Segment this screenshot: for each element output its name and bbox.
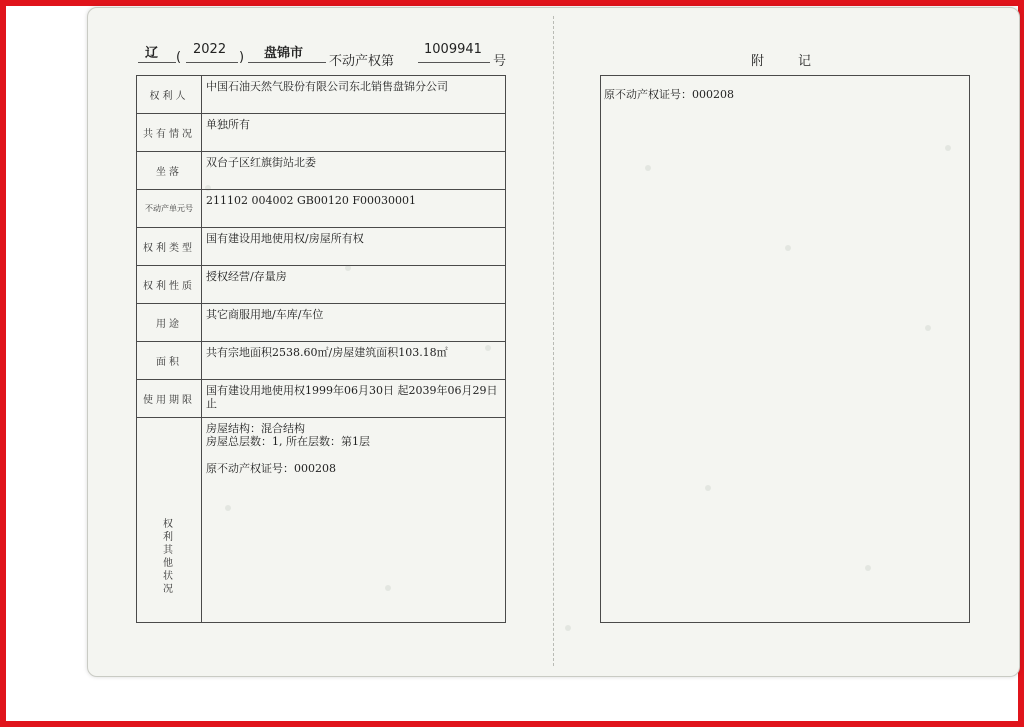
header-province: 辽 [145,46,159,61]
header-underline [138,62,176,63]
table-row [137,76,506,114]
annex-box [600,75,970,623]
row-value: 单独所有 [202,114,506,152]
row-label: 权利性质 [137,266,202,304]
row-label: 用途 [137,304,202,342]
header-paren-close: ) [239,50,245,65]
table-row [137,304,506,342]
header-suffix: 号 [493,54,507,69]
annex-text: 原不动产权证号：000208 [604,88,734,101]
row-value: 共有宗地面积2538.60㎡/房屋建筑面积103.18㎡ [202,342,506,380]
table-row [137,152,506,190]
other-status-line: 房屋结构：混合结构 [206,422,305,435]
row-label: 权利类型 [137,228,202,266]
table-row [137,266,506,304]
row-label: 使用期限 [137,380,202,418]
certificate-booklet [87,7,1020,677]
table-row-other-status [137,418,506,623]
row-label: 共有情况 [137,114,202,152]
other-status-value [202,418,506,623]
row-label: 面积 [137,342,202,380]
header-underline [186,62,238,63]
header-number: 1009941 [424,42,482,57]
table-row [137,228,506,266]
annex-title: 附记 [751,54,846,69]
other-status-line: 房屋总层数：1, 所在层数：第1层 [206,435,370,448]
row-value: 授权经营/存量房 [202,266,506,304]
row-value: 国有建设用地使用权/房屋所有权 [202,228,506,266]
table-row [137,114,506,152]
header-paren-open: ( [176,50,182,65]
row-label: 不动产单元号 [137,190,202,228]
row-label: 坐落 [137,152,202,190]
registration-table [136,75,506,623]
other-status-line: 原不动产权证号：000208 [206,462,336,475]
header-underline [418,62,490,63]
header-year: 2022 [193,42,227,57]
table-row [137,380,506,418]
row-label: 权利人 [137,76,202,114]
center-fold [553,16,554,666]
table-row [137,342,506,380]
header-certificate-prefix: 不动产权第 [329,54,395,69]
row-value: 中国石油天然气股份有限公司东北销售盘锦分公司 [202,76,506,114]
row-value: 其它商服用地/车库/车位 [202,304,506,342]
header-city: 盘锦市 [264,46,304,61]
header-underline [248,62,326,63]
other-status-label: 权利其他状况 [163,519,176,595]
row-value: 211102 004002 GB00120 F00030001 [202,190,506,228]
row-value: 国有建设用地使用权1999年06月30日 起2039年06月29日 止 [202,380,506,418]
table-row [137,190,506,228]
row-value: 双台子区红旗街站北委 [202,152,506,190]
